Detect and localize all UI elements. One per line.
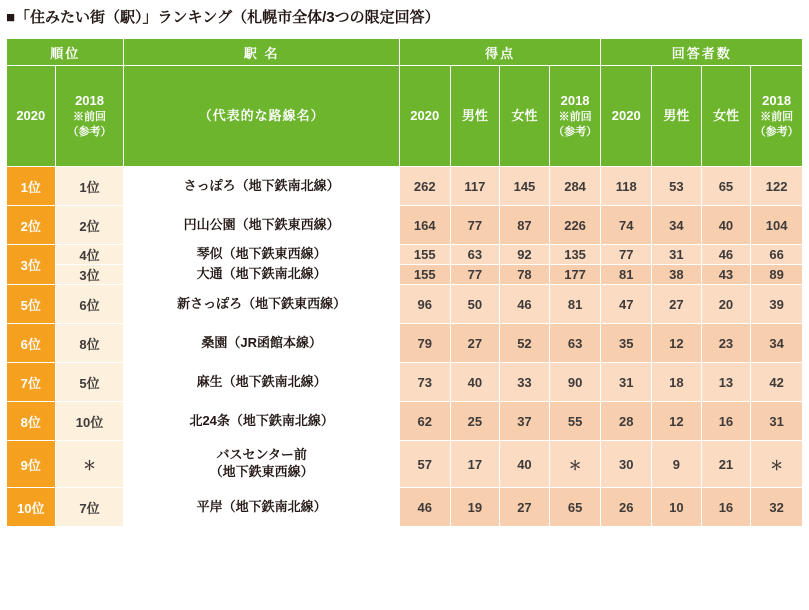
cell-resp-male: 10 (652, 488, 702, 527)
cell-rank-2020: 3位 (7, 245, 56, 285)
cell-resp-male: 31 (652, 245, 702, 265)
subheader-score-2018-label: 2018 (560, 93, 590, 109)
subheader-line-name: （代表的な路線名） (124, 66, 399, 167)
cell-resp-female: 65 (701, 167, 751, 206)
cell-score-2018: 65 (549, 488, 601, 527)
cell-resp-male: 53 (652, 167, 702, 206)
cell-score-male: 17 (450, 441, 500, 488)
cell-resp-2020: 26 (601, 488, 652, 527)
cell-score-male: 117 (450, 167, 500, 206)
cell-score-female: 92 (500, 245, 550, 265)
cell-resp-female: 21 (701, 441, 751, 488)
cell-resp-female: 46 (701, 245, 751, 265)
cell-resp-male: 34 (652, 206, 702, 245)
table-row (7, 206, 803, 245)
cell-rank-2018: 2位 (55, 206, 124, 245)
cell-rank-2020: 5位 (7, 285, 56, 324)
cell-resp-2018: 66 (751, 245, 803, 265)
cell-station-name: 北24条（地下鉄南北線） (124, 402, 399, 441)
subheader-rank-2018-label: 2018 (75, 93, 104, 109)
cell-resp-female: 23 (701, 324, 751, 363)
subheader-score-2020 (399, 66, 450, 167)
cell-resp-2018: 32 (751, 488, 803, 527)
subheader-resp-2018-label: 2018 (762, 93, 792, 109)
cell-station-name: さっぽろ（地下鉄南北線） (124, 167, 399, 206)
cell-rank-2020: 1位 (7, 167, 56, 206)
cell-score-2018: 63 (549, 324, 601, 363)
subheader-score-2020-label: 2020 (410, 108, 440, 124)
subheader-score-2018-note2: （参考） (553, 125, 598, 138)
table-row (7, 265, 803, 285)
cell-resp-2020: 31 (601, 363, 652, 402)
cell-rank-2020: 6位 (7, 324, 56, 363)
table-row (7, 363, 803, 402)
cell-score-2020: 62 (399, 402, 450, 441)
cell-score-2020: 79 (399, 324, 450, 363)
cell-resp-2020: 118 (601, 167, 652, 206)
cell-resp-male: 18 (652, 363, 702, 402)
cell-resp-2020: 28 (601, 402, 652, 441)
subheader-rank-2018-note2: （参考） (67, 125, 112, 138)
cell-score-male: 27 (450, 324, 500, 363)
cell-resp-female: 13 (701, 363, 751, 402)
cell-rank-2018: 1位 (55, 167, 124, 206)
cell-rank-2020: 8位 (7, 402, 56, 441)
subheader-resp-2020 (601, 66, 652, 167)
table-row (7, 324, 803, 363)
cell-station-name: 麻生（地下鉄南北線） (124, 363, 399, 402)
cell-resp-2018: 122 (751, 167, 803, 206)
table-row (7, 167, 803, 206)
cell-resp-female: 16 (701, 402, 751, 441)
cell-score-female: 37 (500, 402, 550, 441)
subheader-score-male (450, 66, 500, 167)
cell-score-2018: 55 (549, 402, 601, 441)
cell-rank-2018: 7位 (55, 488, 124, 527)
cell-score-female: 52 (500, 324, 550, 363)
cell-score-2020: 96 (399, 285, 450, 324)
table-row (7, 402, 803, 441)
cell-resp-male: 12 (652, 324, 702, 363)
subheader-score-female (500, 66, 550, 167)
cell-score-2020: 155 (399, 265, 450, 285)
subheader-resp-2018-note1: ※前回 (760, 110, 794, 123)
subheader-resp-2020-label: 2020 (611, 108, 641, 124)
cell-score-male: 77 (450, 265, 500, 285)
cell-resp-2018: 34 (751, 324, 803, 363)
cell-resp-female: 43 (701, 265, 751, 285)
cell-station-name: 円山公園（地下鉄東西線） (124, 206, 399, 245)
cell-resp-male: 38 (652, 265, 702, 285)
subheader-resp-2018-note2: （参考） (754, 125, 799, 138)
group-header-station: 駅 名 (124, 39, 399, 66)
cell-station-name: 琴似（地下鉄東西線） (124, 245, 399, 265)
cell-resp-2018: 31 (751, 402, 803, 441)
cell-score-2020: 73 (399, 363, 450, 402)
cell-rank-2018: 6位 (55, 285, 124, 324)
cell-rank-2018: 10位 (55, 402, 124, 441)
table-body (7, 167, 803, 527)
table-row (7, 441, 803, 488)
cell-rank-2018: ＊ (55, 441, 124, 488)
cell-score-2018: 135 (549, 245, 601, 265)
subheader-rank-2020 (7, 66, 56, 167)
page-title: ■「住みたい街（駅）」ランキング（札幌市全体/3つの限定回答） (6, 9, 440, 26)
subheader-score-2018-note1: ※前回 (558, 110, 592, 123)
cell-resp-male: 12 (652, 402, 702, 441)
cell-score-2020: 262 (399, 167, 450, 206)
cell-station-name: バスセンター前 （地下鉄東西線） (124, 441, 399, 488)
cell-score-2020: 155 (399, 245, 450, 265)
subheader-score-2018 (549, 66, 601, 167)
subheader-resp-female (701, 66, 751, 167)
cell-resp-2018: 39 (751, 285, 803, 324)
subheader-score-male-label: 男性 (461, 108, 488, 124)
cell-rank-2020: 7位 (7, 363, 56, 402)
cell-score-2018: ＊ (549, 441, 601, 488)
subheader-resp-male-label: 男性 (663, 108, 690, 124)
cell-score-male: 25 (450, 402, 500, 441)
cell-score-female: 46 (500, 285, 550, 324)
cell-station-name: 新さっぽろ（地下鉄東西線） (124, 285, 399, 324)
cell-resp-2018: ＊ (751, 441, 803, 488)
cell-station-name: 桑園（JR函館本線） (124, 324, 399, 363)
cell-resp-2020: 35 (601, 324, 652, 363)
subheader-resp-female-label: 女性 (712, 108, 739, 124)
table-group-header-row (7, 39, 803, 66)
cell-resp-male: 9 (652, 441, 702, 488)
cell-score-2018: 226 (549, 206, 601, 245)
cell-score-female: 145 (500, 167, 550, 206)
cell-score-female: 78 (500, 265, 550, 285)
cell-resp-female: 16 (701, 488, 751, 527)
table-row (7, 245, 803, 265)
table-sub-header-row (7, 66, 803, 167)
cell-rank-2020: 10位 (7, 488, 56, 527)
cell-score-male: 63 (450, 245, 500, 265)
cell-rank-2020: 9位 (7, 441, 56, 488)
cell-score-2018: 90 (549, 363, 601, 402)
cell-rank-2018: 3位 (55, 265, 124, 285)
cell-resp-2020: 81 (601, 265, 652, 285)
cell-score-2018: 284 (549, 167, 601, 206)
cell-score-female: 40 (500, 441, 550, 488)
cell-score-2020: 57 (399, 441, 450, 488)
group-header-rank: 順位 (7, 39, 124, 66)
cell-resp-2018: 89 (751, 265, 803, 285)
cell-resp-2020: 47 (601, 285, 652, 324)
cell-score-female: 27 (500, 488, 550, 527)
subheader-resp-2018 (751, 66, 803, 167)
group-header-respondents: 回答者数 (601, 39, 803, 66)
cell-score-2018: 177 (549, 265, 601, 285)
cell-rank-2020: 2位 (7, 206, 56, 245)
cell-score-female: 33 (500, 363, 550, 402)
cell-rank-2018: 8位 (55, 324, 124, 363)
subheader-rank-2018 (55, 66, 124, 167)
subheader-resp-male (652, 66, 702, 167)
ranking-table (6, 38, 803, 527)
table-row (7, 285, 803, 324)
cell-score-male: 77 (450, 206, 500, 245)
group-header-score: 得点 (399, 39, 601, 66)
subheader-rank-2018-note1: ※前回 (73, 110, 107, 123)
cell-score-2018: 81 (549, 285, 601, 324)
cell-resp-female: 40 (701, 206, 751, 245)
cell-score-male: 50 (450, 285, 500, 324)
cell-resp-female: 20 (701, 285, 751, 324)
cell-score-male: 40 (450, 363, 500, 402)
cell-score-2020: 164 (399, 206, 450, 245)
cell-station-name: 大通（地下鉄南北線） (124, 265, 399, 285)
cell-resp-2020: 74 (601, 206, 652, 245)
cell-resp-2020: 77 (601, 245, 652, 265)
subheader-rank-2020-label: 2020 (16, 108, 46, 124)
cell-resp-2018: 104 (751, 206, 803, 245)
cell-score-female: 87 (500, 206, 550, 245)
cell-rank-2018: 4位 (55, 245, 124, 265)
cell-score-male: 19 (450, 488, 500, 527)
cell-resp-male: 27 (652, 285, 702, 324)
cell-station-name: 平岸（地下鉄南北線） (124, 488, 399, 527)
cell-rank-2018: 5位 (55, 363, 124, 402)
cell-score-2020: 46 (399, 488, 450, 527)
table-row (7, 488, 803, 527)
subheader-score-female-label: 女性 (511, 108, 538, 124)
cell-resp-2020: 30 (601, 441, 652, 488)
cell-resp-2018: 42 (751, 363, 803, 402)
